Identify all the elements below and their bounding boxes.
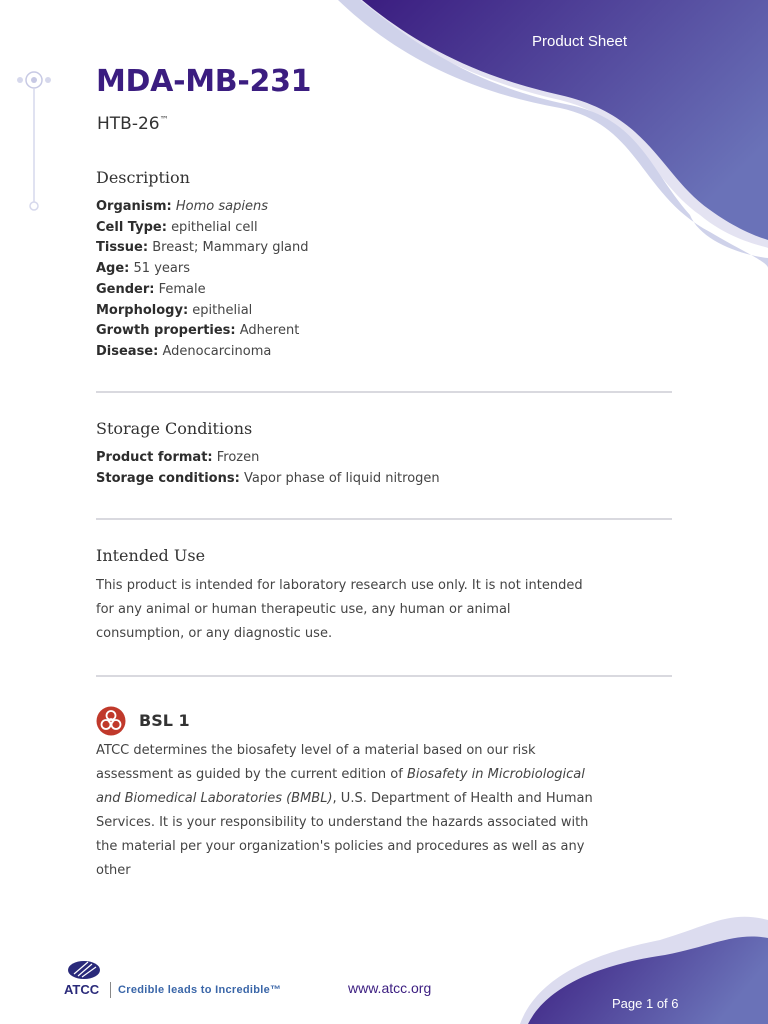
field-value: Adenocarcinoma xyxy=(162,343,272,359)
field-value: Homo sapiens xyxy=(175,199,268,214)
field-row xyxy=(96,469,440,490)
field-row xyxy=(96,218,309,239)
description-heading: Description xyxy=(96,168,190,187)
field-value: epithelial cell xyxy=(171,219,258,235)
field-row xyxy=(96,197,309,218)
page-number: Page 1 of 6 xyxy=(612,996,679,1011)
field-label: Product format: xyxy=(96,450,213,465)
field-value: Frozen xyxy=(216,450,260,465)
field-row xyxy=(96,238,309,259)
field-label: Morphology: xyxy=(96,302,189,318)
atcc-logo-text: ATCC xyxy=(64,982,100,997)
field-label: Age: xyxy=(96,261,130,277)
field-label: Tissue: xyxy=(96,240,149,256)
bmbl-reference: Biosafety in Microbiological and Biomedical Laboratories (BMBL) xyxy=(96,767,585,806)
divider xyxy=(96,675,672,677)
catalog-number-text: HTB-26 xyxy=(97,114,160,134)
storage-fields xyxy=(96,448,440,489)
bsl-text-part: , U.S. Department of Health and Human Services. It is your responsibility to understand the hazards associated with the material per your organization's policies and procedures as well as any other xyxy=(96,791,593,878)
field-value: Vapor phase of liquid nitrogen xyxy=(243,470,440,486)
website-link[interactable]: www.atcc.org xyxy=(348,980,432,996)
trademark-symbol: ™ xyxy=(159,115,169,126)
field-label: Growth properties: xyxy=(96,323,236,339)
field-value: 51 years xyxy=(133,261,190,277)
field-row xyxy=(96,280,309,301)
bsl-heading: BSL 1 xyxy=(139,711,190,730)
catalog-number xyxy=(97,114,169,134)
storage-heading: Storage Conditions xyxy=(96,419,253,438)
molecule-line-icon xyxy=(14,64,54,214)
field-label: Storage conditions: xyxy=(96,470,240,486)
divider xyxy=(96,391,672,393)
tagline: Credible leads to Incredible™ xyxy=(118,984,282,996)
field-value: Adherent xyxy=(239,323,300,339)
field-value: Female xyxy=(158,281,206,297)
field-row xyxy=(96,259,309,280)
field-label: Organism: xyxy=(96,199,172,214)
field-label: Cell Type: xyxy=(96,219,167,235)
intended-use-heading: Intended Use xyxy=(96,546,206,565)
intended-use-text: This product is intended for laboratory research use only. It is not intended for any animal or human therapeutic use, any human or animal consumption, or any diagnostic use. xyxy=(96,578,583,641)
divider xyxy=(96,518,672,520)
description-fields xyxy=(96,197,309,363)
field-label: Disease: xyxy=(96,343,159,359)
field-row xyxy=(96,342,309,363)
field-value: epithelial xyxy=(192,302,253,318)
field-row xyxy=(96,321,309,342)
bsl-text xyxy=(96,739,596,883)
field-value: Breast; Mammary gland xyxy=(152,240,309,256)
bsl-text-part: ATCC determines the biosafety level of a material based on our risk assessment as guided by the current edition of xyxy=(96,743,536,782)
field-row xyxy=(96,448,440,469)
field-row xyxy=(96,301,309,322)
field-label: Gender: xyxy=(96,281,155,297)
tagline-separator xyxy=(110,982,111,998)
product-sheet-label: Product Sheet xyxy=(532,33,628,50)
product-title: MDA-MB-231 xyxy=(96,64,312,99)
biohazard-icon xyxy=(96,706,126,736)
